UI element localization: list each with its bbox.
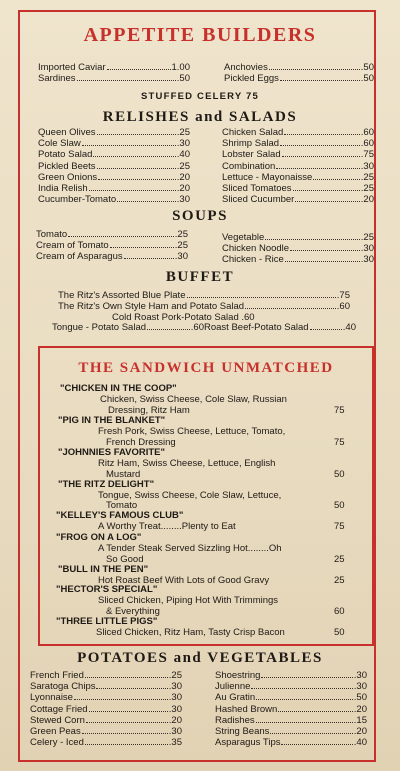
potatoes-title: POTATOES and VEGETABLES (77, 650, 323, 666)
potatoes-left-col (30, 670, 182, 748)
sandwich-desc: Chicken, Swiss Cheese, Cole Slaw, Russian (100, 394, 287, 405)
menu-item: Chicken - Rice .30 (222, 254, 374, 266)
sandwich-desc: French Dressing (106, 437, 176, 448)
sandwich-price: 75 (334, 437, 345, 448)
sandwich-name: "BULL IN THE PEN" (58, 564, 149, 575)
menu-item: Cucumber-Tomato .30 (38, 194, 190, 206)
menu-item: Pickled Eggs .50 (224, 73, 374, 85)
buffet-title: BUFFET (165, 269, 235, 285)
sandwich-desc: Ritz Ham, Swiss Cheese, Lettuce, English (98, 458, 276, 469)
relishes-right-col (222, 127, 374, 205)
menu-item: String Beans .20 (215, 725, 367, 737)
menu-item: Roast Beef-Potato Salad .40 (204, 322, 356, 333)
menu-item: Tomato .25 (36, 229, 188, 240)
sandwich-name: "FROG ON A LOG" (56, 532, 142, 543)
appetite-right-col (224, 62, 374, 84)
menu-item: Stewed Corn .20 (30, 714, 182, 726)
sandwich-price: 75 (334, 405, 345, 416)
menu-item: Sliced Cucumber .20 (222, 194, 374, 206)
menu-item: Cole Slaw .30 (38, 138, 190, 150)
sandwich-desc: Fresh Pork, Swiss Cheese, Lettuce, Tomato, (98, 426, 286, 437)
sandwich-desc: Sliced Chicken, Ritz Ham, Tasty Crisp Bacon (96, 627, 285, 638)
relishes-left-col (38, 127, 190, 205)
sandwich-desc: Tomato (106, 500, 138, 511)
menu-item: Au Gratin .50 (215, 692, 367, 704)
soups-right-col (222, 232, 374, 266)
sandwich-desc: Tongue, Swiss Cheese, Cole Slaw, Lettuce, (98, 490, 282, 501)
menu-item: Shoestring .30 (215, 670, 367, 681)
sandwich-desc: So Good (106, 554, 144, 565)
menu-item-name: Cold Roast Pork-Potato Salad (112, 312, 239, 323)
menu-item: Anchovies .50 (224, 62, 374, 73)
soups-left-col (36, 229, 188, 263)
menu-item: Green Peas .30 (30, 725, 182, 737)
menu-item: Lettuce - Mayonaisse .25 (222, 171, 374, 183)
menu-item: Lobster Salad .75 (222, 149, 374, 161)
menu-item: Pickled Beets .25 (38, 160, 190, 172)
sandwich-name: "PIG IN THE BLANKET" (58, 415, 166, 426)
soups-title: SOUPS (172, 208, 228, 224)
stuffed-celery-line: STUFFED CELERY 75 (140, 91, 260, 102)
menu-item: Sardines .50 (38, 73, 190, 85)
menu-item: Radishes .15 (215, 714, 367, 726)
menu-item: Imported Caviar 1.00 (38, 62, 190, 73)
menu-item: The Ritz's Assorted Blue Plate .75 (58, 290, 350, 301)
menu-item: Shrimp Salad .60 (222, 138, 374, 150)
sandwich-price: 75 (334, 521, 345, 532)
potatoes-right-col (215, 670, 367, 748)
relishes-title: RELISHES and SALADS (102, 109, 298, 125)
sandwich-desc: Hot Roast Beef With Lots of Good Gravy (98, 575, 270, 586)
menu-item: The Ritz's Own Style Ham and Potato Salad .60 (58, 301, 350, 313)
sandwich-price: 50 (334, 469, 345, 480)
menu-item: Asparagus Tips .40 (215, 737, 367, 749)
menu-item: Sliced Tomatoes .25 (222, 182, 374, 194)
sandwich-desc: A Worthy Treat........Plenty to Eat (98, 521, 236, 532)
buffet-tongue (52, 322, 204, 333)
sandwich-name: "KELLEY'S FAMOUS CLUB" (56, 510, 184, 521)
menu-item: Celery - Iced .35 (30, 737, 182, 749)
appetite-left-col (38, 62, 190, 84)
sandwich-price: 25 (334, 575, 345, 586)
menu-item: India Relish .20 (38, 182, 190, 194)
menu-item: Queen Olives .25 (38, 127, 190, 138)
sandwich-price: 50 (334, 627, 345, 638)
sandwich-price: 60 (334, 606, 345, 617)
sandwich-price: 25 (334, 554, 345, 565)
menu-item: Cottage Fried .30 (30, 703, 182, 715)
menu-item: Combination .30 (222, 160, 374, 172)
sandwich-desc: Mustard (106, 469, 141, 480)
sandwich-title: THE SANDWICH UNMATCHED (78, 360, 334, 376)
page-title: APPETITE BUILDERS (83, 24, 317, 46)
menu-item: Vegetable .25 (222, 232, 374, 243)
menu-item: Saratoga Chips .30 (30, 681, 182, 693)
sandwich-name: "THE RITZ DELIGHT" (58, 479, 155, 490)
sandwich-desc: A Tender Steak Served Sizzling Hot........Oh (98, 543, 282, 554)
sandwich-name: "JOHNNIES FAVORITE" (58, 447, 166, 458)
sandwich-desc: Sliced Chicken, Piping Hot With Trimmings (98, 595, 279, 606)
menu-item: Chicken Noodle .30 (222, 243, 374, 255)
menu-item-price: .60 (241, 312, 255, 323)
menu-item: Chicken Salad .60 (222, 127, 374, 138)
sandwich-desc: Dressing, Ritz Ham (108, 405, 190, 416)
menu-item: Julienne .30 (215, 681, 367, 693)
menu-item: Hashed Brown .20 (215, 703, 367, 715)
menu-item: Tongue - Potato Salad .60 (52, 322, 204, 333)
menu-item: Cream of Tomato .25 (36, 240, 188, 252)
menu-item: Potato Salad .40 (38, 149, 190, 161)
buffet-lines (58, 290, 350, 312)
sandwich-name: "HECTOR'S SPECIAL" (56, 584, 158, 595)
buffet-roastbeef (204, 322, 356, 333)
menu-item: Green Onions .20 (38, 171, 190, 183)
menu-item: French Fried .25 (30, 670, 182, 681)
menu-item: Lyonnaise .30 (30, 692, 182, 704)
sandwich-name: "CHICKEN IN THE COOP" (60, 383, 177, 394)
sandwich-desc: & Everything (106, 606, 160, 617)
sandwich-name: "THREE LITTLE PIGS" (56, 616, 158, 627)
menu-item: Cream of Asparagus .30 (36, 251, 188, 263)
sandwich-price: 50 (334, 500, 345, 511)
